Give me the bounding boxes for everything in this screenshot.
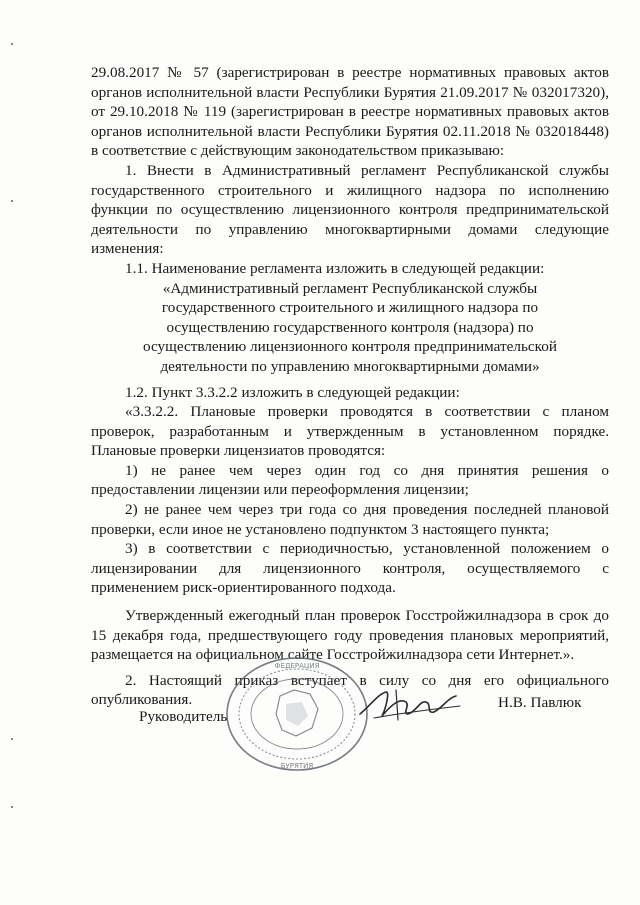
- svg-text:БУРЯТИЯ: БУРЯТИЯ: [280, 762, 314, 770]
- handwritten-signature: [356, 684, 464, 726]
- paragraph-item-1: 1. Внести в Административный регламент Республиканской службы государственного строительного и жилищного надзора по исполнению функции по осуществлению лицензионного контроля предпринимательской деятельности по управлению многоквартирными домами следующие изменения:: [91, 161, 609, 258]
- document-body: [91, 63, 609, 710]
- paragraph-subitem-1: 1) не ранее чем через один год со дня принятия решения о предоставлении лицензии или переоформления лицензии;: [91, 461, 609, 499]
- signature-role: Руководитель: [139, 708, 228, 725]
- margin-mark: [11, 806, 13, 808]
- paragraph-item-2: 2. Настоящий приказ вступает в силу со дня его официального опубликования.: [91, 671, 609, 709]
- paragraph-subitem-3: 3) в соответствии с периодичностью, установленной положением о лицензировании для лицензионного контроля, осуществляемого с применением риск-ориентированного подхода.: [91, 540, 609, 597]
- paragraph-annual-plan: Утвержденный ежегодный план проверок Госстройжилнадзора в срок до 15 декабря года, предшествующего году проведения плановых мероприятий, размещается на официальном сайте Госстройжилнадзора сети Интернет.».: [91, 607, 609, 664]
- paragraph-legal-basis: 29.08.2017 № 57 (зарегистрирован в реестре нормативных правовых актов органов исполнительной власти Республики Бурятия 21.09.2017 № 032017320), от 29.10.2018 № 119 (зарегистрирован в реестре нормативных правовых актов органов исполнительной власти Республики Бурятия 02.11.2018 № 032018448) в соответствие с действующим законодательством приказываю:: [91, 64, 609, 160]
- paragraph-clause-3-3-2-2: «3.3.2.2. Плановые проверки проводятся в соответствии с планом проверок, разработанным и утвержденным в установленном порядке. Плановые проверки лицензиатов проводятся:: [91, 403, 609, 460]
- paragraph-regulation-title: «Административный регламент Республиканской службы государственного строительного и жилищного надзора по осуществлению государственного контроля (надзора) по осуществлению лицензионного контроля предпринимательской деятельности по управлению многоквартирными домами»: [143, 279, 557, 375]
- signature-name: Н.В. Павлюк: [498, 694, 582, 711]
- margin-mark: [11, 200, 13, 202]
- paragraph-item-1-2: 1.2. Пункт 3.3.2.2 изложить в следующей редакции:: [125, 383, 460, 401]
- paragraph-subitem-2: 2) не ранее чем через три года со дня проведения последней плановой проверки, если иное не установлено подпунктом 3 настоящего пункта;: [91, 501, 609, 538]
- paragraph-item-1-1: 1.1. Наименование регламента изложить в следующей редакции:: [125, 259, 545, 277]
- official-seal: [222, 654, 372, 774]
- svg-text:ФЕДЕРАЦИЯ: ФЕДЕРАЦИЯ: [274, 662, 320, 670]
- margin-mark: [11, 738, 13, 740]
- margin-mark: [11, 43, 13, 45]
